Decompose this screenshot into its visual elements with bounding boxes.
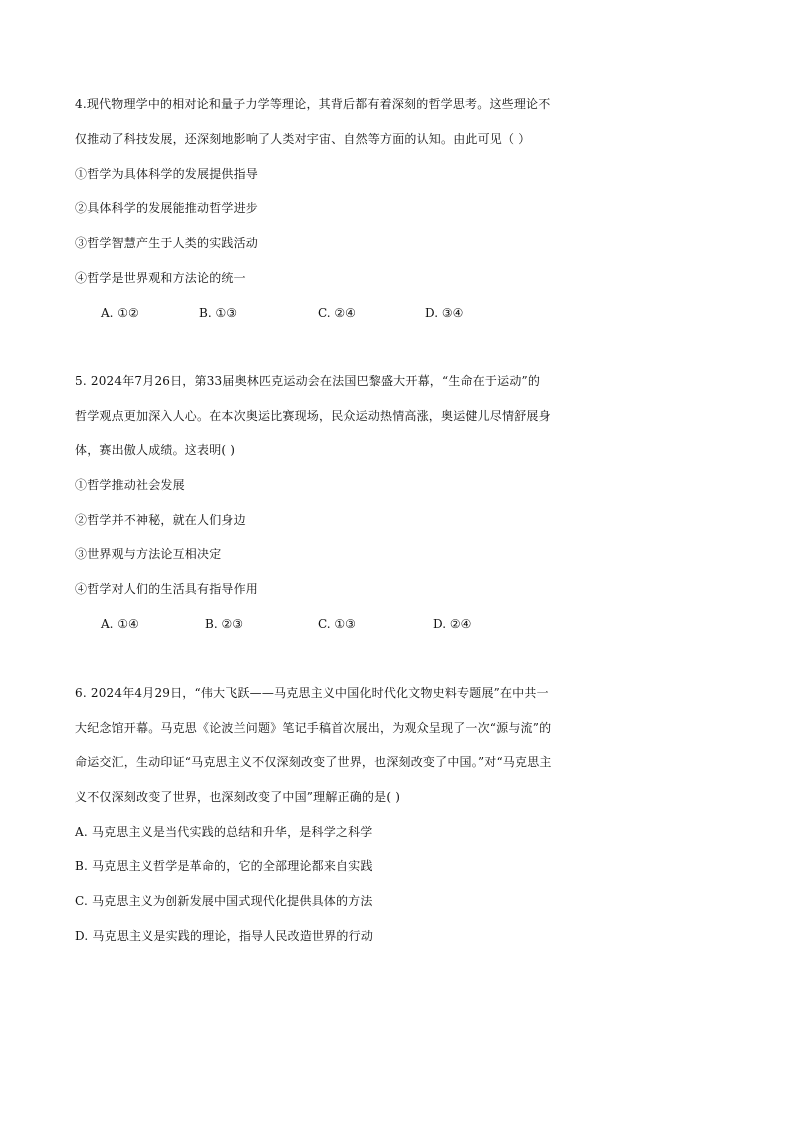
question-stem-line: 哲学观点更加深入人心。在本次奥运比赛现场，民众运动热情高涨，奥运健儿尽情舒展身	[75, 409, 551, 423]
answer-option-c: C. 马克思主义为创新发展中国式现代化提供具体的方法	[75, 894, 373, 908]
statement-item: ④哲学对人们的生活具有指导作用	[75, 582, 259, 596]
question-stem-line: 仅推动了科技发展，还深刻地影响了人类对宇宙、自然等方面的认知。由此可见（ ）	[75, 132, 531, 146]
answer-option-a: A. 马克思主义是当代实践的总结和升华，是科学之科学	[75, 825, 373, 839]
answer-choice-d: D. ③④	[425, 306, 464, 320]
statement-item: ②哲学并不神秘，就在人们身边	[75, 513, 246, 527]
answer-option-b: B. 马克思主义哲学是革命的，它的全部理论都来自实践	[75, 859, 373, 873]
answer-option-d: D. 马克思主义是实践的理论，指导人民改造世界的行动	[75, 929, 374, 943]
answer-choice-c: C. ①③	[318, 617, 356, 631]
statement-item: ②具体科学的发展能推动哲学进步	[75, 201, 259, 215]
question-stem-line: 4.现代物理学中的相对论和量子力学等理论，其背后都有着深刻的哲学思考。这些理论不	[75, 97, 551, 111]
statement-item: ①哲学为具体科学的发展提供指导	[75, 167, 259, 181]
statement-item: ①哲学推动社会发展	[75, 478, 185, 492]
answer-choice-c: C. ②④	[318, 306, 356, 320]
question-stem-line: 体，赛出傲人成绩。这表明( )	[75, 443, 236, 457]
answer-choice-b: B. ②③	[205, 617, 243, 631]
answer-choice-a: A. ①②	[101, 306, 139, 320]
answer-choice-b: B. ①③	[199, 306, 237, 320]
statement-item: ③世界观与方法论互相决定	[75, 547, 222, 561]
answer-choice-a: A. ①④	[101, 617, 139, 631]
statement-item: ④哲学是世界观和方法论的统一	[75, 271, 246, 285]
question-stem-line: 大纪念馆开幕。马克思《论波兰问题》笔记手稿首次展出，为观众呈现了一次“源与流”的	[75, 721, 552, 735]
statement-item: ③哲学智慧产生于人类的实践活动	[75, 236, 259, 250]
question-stem-line: 6. 2024年4月29日，“伟大飞跃——马克思主义中国化时代化文物史料专题展”在中共一	[75, 686, 549, 700]
question-stem-line: 5. 2024年7月26日，第33届奥林匹克运动会在法国巴黎盛大开幕，“生命在于运动”的	[75, 374, 541, 388]
answer-choice-d: D. ②④	[433, 617, 472, 631]
question-stem-line: 命运交汇，生动印证“马克思主义不仅深刻改变了世界，也深刻改变了中国。”对“马克思主	[75, 755, 552, 769]
question-stem-line: 义不仅深刻改变了世界，也深刻改变了中国”理解正确的是( )	[75, 790, 401, 804]
